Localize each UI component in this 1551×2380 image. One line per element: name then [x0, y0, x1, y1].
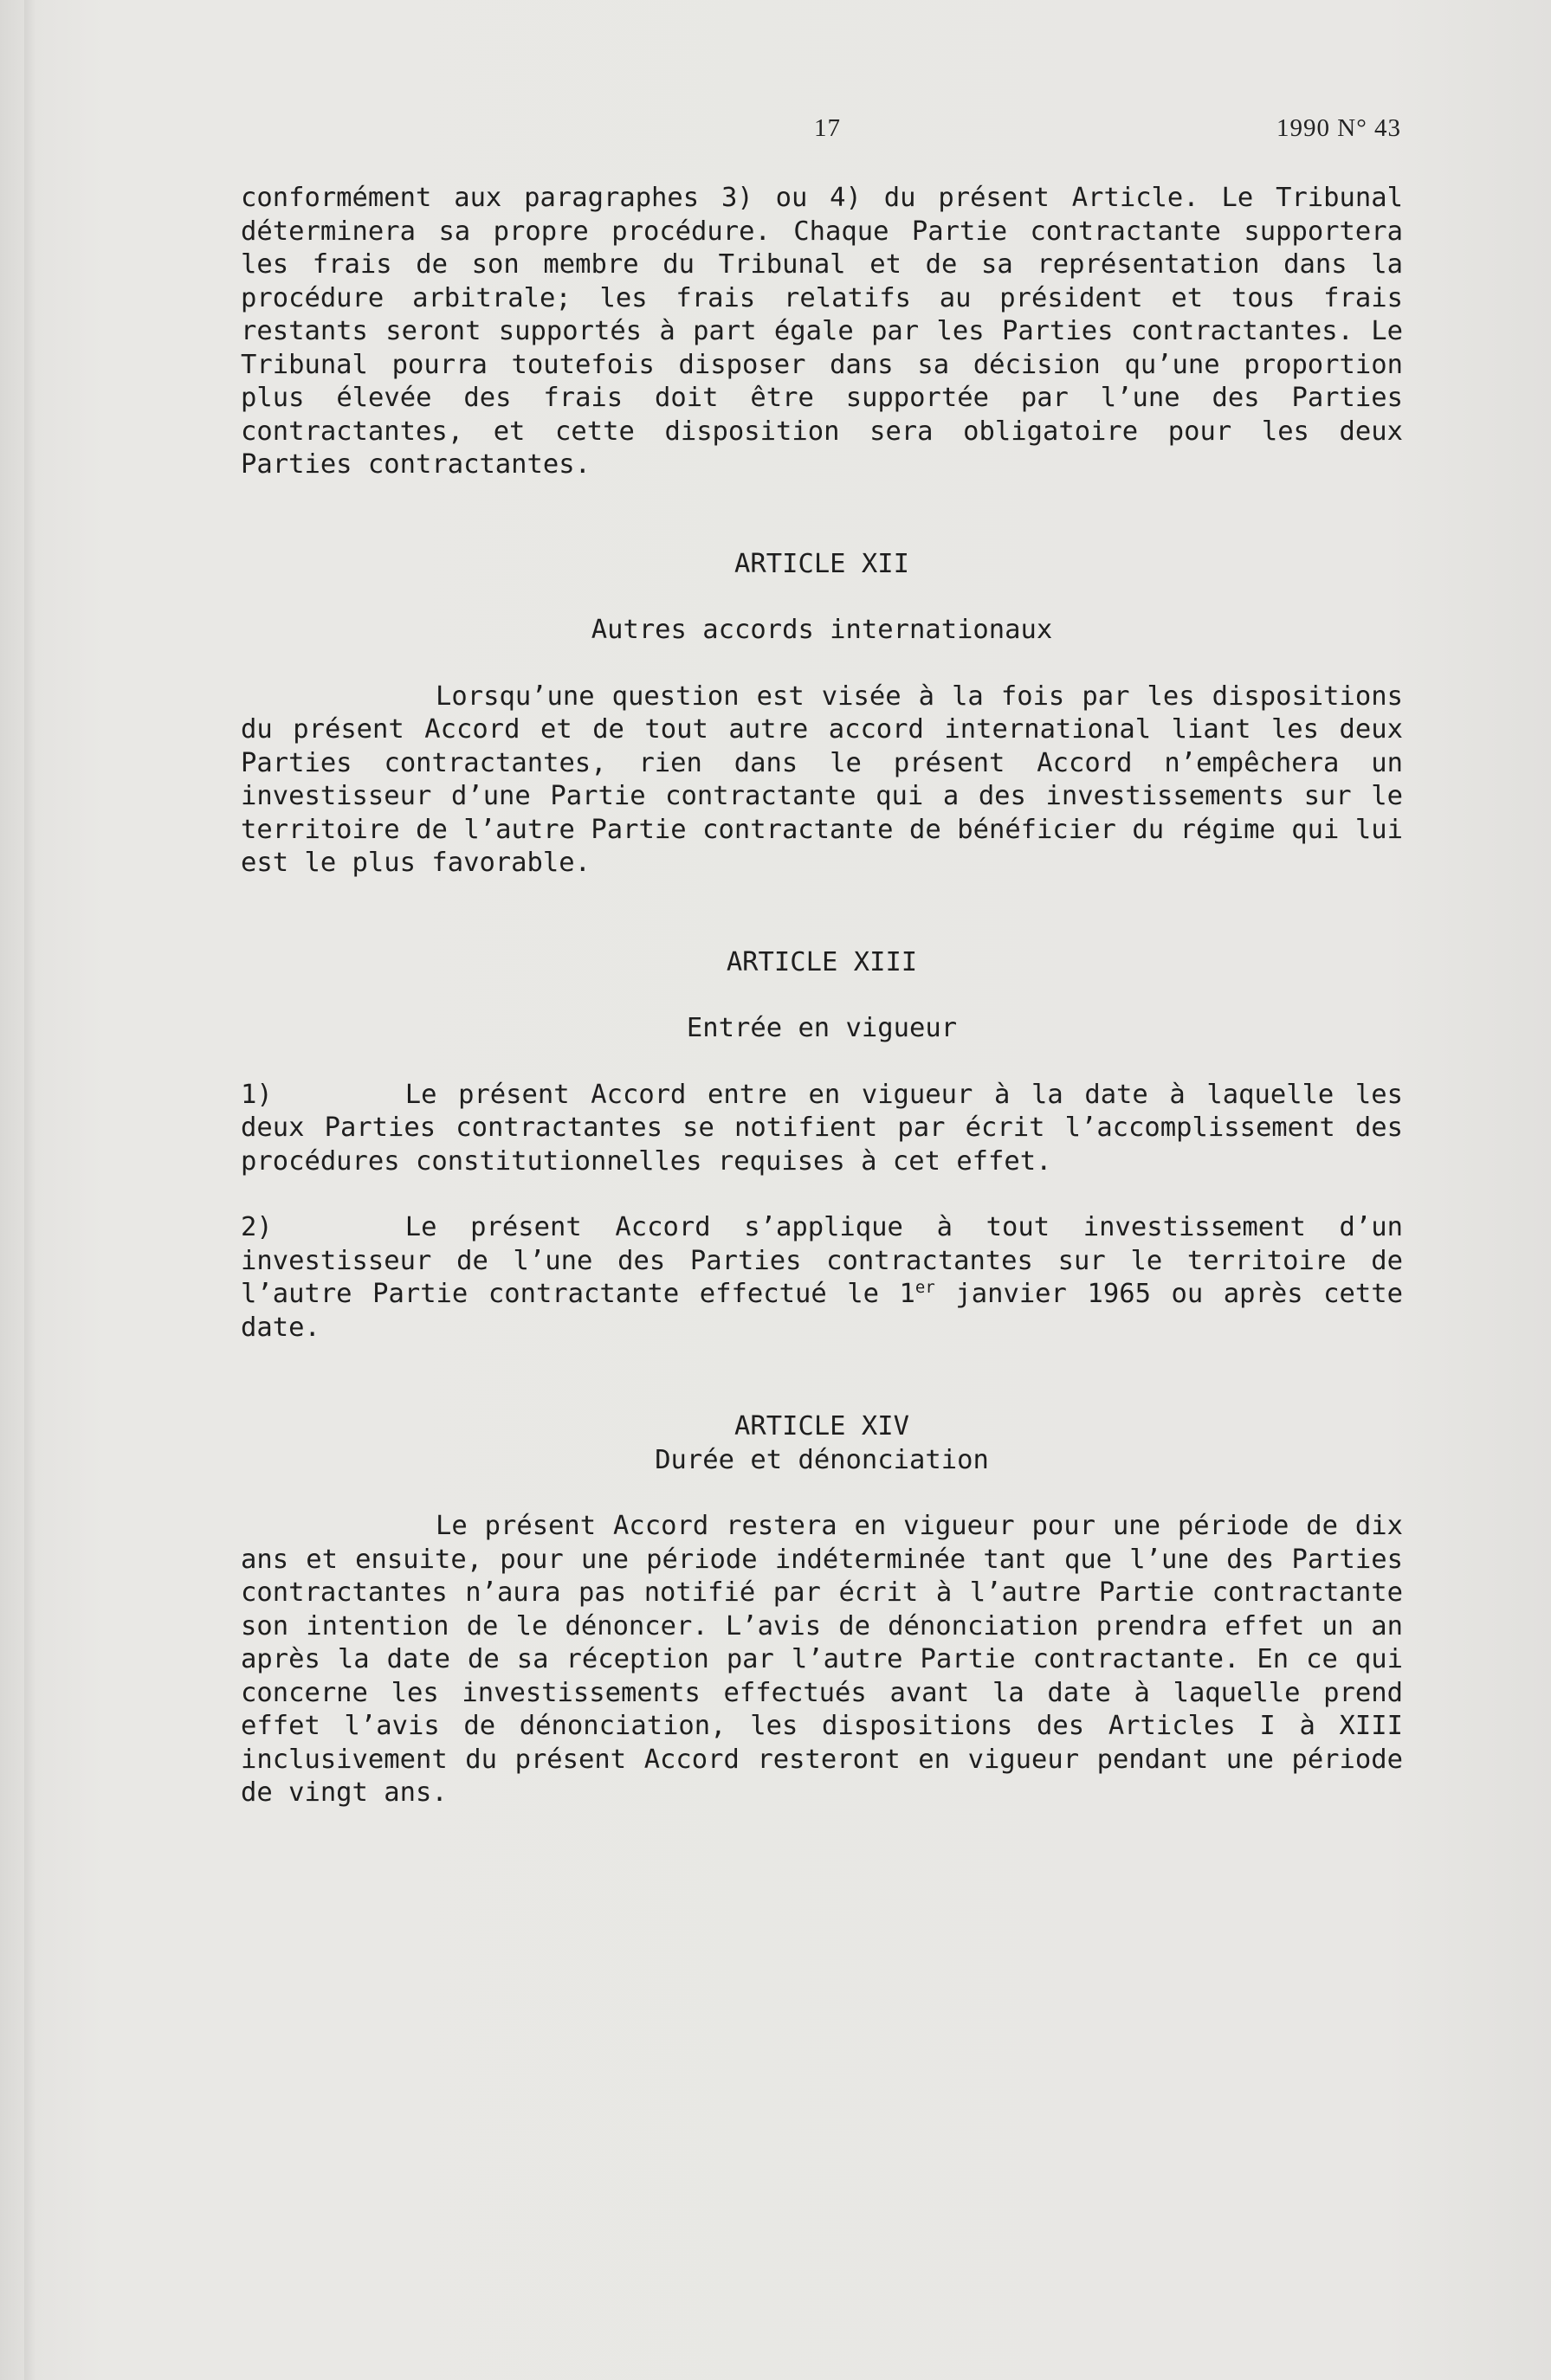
article-xiii-subtitle: Entrée en vigueur	[686, 1013, 958, 1043]
article-xiii-paragraph-1	[241, 1079, 1403, 1179]
paragraph-number: 2)	[241, 1212, 273, 1242]
article-xiii-paragraph-2	[241, 1211, 1403, 1345]
paragraph-text: Le présent Accord s’applique à tout investissement d’un investisseur de l’une des Parties contractantes sur le territoire de l’autre Partie contractante effectué le 1	[241, 1212, 1403, 1309]
page-number: 17	[814, 114, 841, 142]
article-xiv-text: Le présent Accord restera en vigueur pour une période de dix ans et ensuite, pour une période indéterminée tant que l’une des Parties contractantes n’aura pas notifié par écrit à l’autre Partie contractante son intention de le dénoncer. L’avis de dénonciation prendra effet un an après la date de sa réception par l’autre Partie contractante. En ce qui concerne les investissements effectués avant la date à laquelle prend effet l’avis de dénonciation, les dispositions des Articles I à XIII inclusivement du présent Accord resteront en vigueur pendant une période de vingt ans.	[241, 1511, 1403, 1808]
document-reference: 1990 N° 43	[1276, 114, 1402, 142]
article-xii-subtitle: Autres accords internationaux	[591, 615, 1053, 645]
article-xiv-title: ARTICLE XIV	[734, 1411, 909, 1442]
article-xii-title: ARTICLE XII	[734, 548, 909, 579]
binding-shadow	[24, 0, 36, 2380]
document-body	[241, 182, 1403, 1810]
superscript: er	[914, 1277, 935, 1297]
article-xiii-title: ARTICLE XIII	[726, 946, 918, 977]
paragraph-text-end: janvier 1965 ou après cette date.	[241, 1279, 1403, 1343]
paragraph-text: Le présent Accord entre en vigueur à la date à laquelle les deux Parties contractantes se notifient par écrit l’accomplissement des procédures constitutionnelles requises à cet effet.	[241, 1079, 1403, 1177]
article-xii-text: Lorsqu’une question est visée à la fois par les dispositions du présent Accord et de tout autre accord international liant les deux Parties contractantes, rien dans le présent Accord n’empêchera un investisseur d’une Partie contractante qui a des investissements sur le territoire de l’autre Partie contractante de bénéficier du régime qui lui est le plus favorable.	[241, 680, 1403, 878]
paragraph-number: 1)	[241, 1079, 273, 1110]
article-xi-continuation: conformément aux paragraphes 3) ou 4) du présent Article. Le Tribunal déterminera sa propre procédure. Chaque Partie contractante supportera les frais de son membre du Tribunal et de sa représentation dans la procédure arbitrale; les frais relatifs au président et tous frais restants seront supportés à part égale par les Parties contractantes. Le Tribunal pourra toutefois disposer dans sa décision qu’une proportion plus élevée des frais doit être supportée par l’une des Parties contractantes, et cette disposition sera obligatoire pour les deux Parties contractantes.	[241, 183, 1403, 480]
article-xiv-subtitle: Durée et dénonciation	[655, 1444, 989, 1475]
